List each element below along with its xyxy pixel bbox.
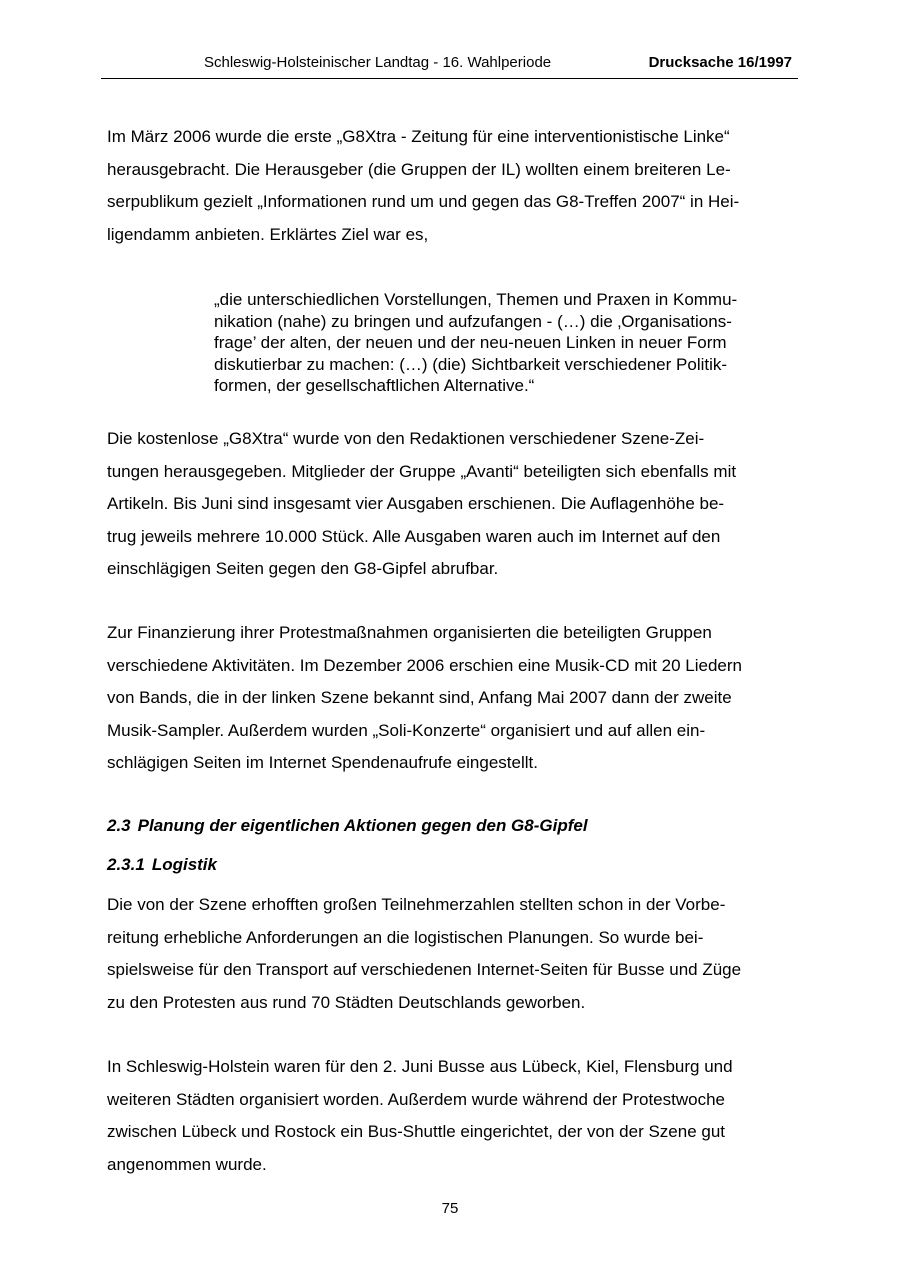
text-line: zu den Protesten aus rund 70 Städten Deutschlands geworben.	[107, 992, 586, 1012]
text-line: Die kostenlose „G8Xtra“ wurde von den Redaktionen verschiedener Szene-Zei-	[107, 429, 705, 448]
text-line: Im März 2006 wurde die erste „G8Xtra - Zeitung für eine interventionistische Linke“	[107, 127, 730, 146]
text-line: trug jeweils mehrere 10.000 Stück. Alle Ausgaben waren auch im Internet auf den	[107, 526, 721, 546]
text-line: schlägigen Seiten im Internet Spendenaufrufe eingestellt.	[107, 753, 538, 772]
text-line: weiteren Städten organisiert worden. Außerdem wurde während der Protestwoche	[107, 1089, 726, 1109]
paragraph-schleswig-holstein-buses	[107, 1051, 733, 1181]
text-line: einschlägigen Seiten gegen den G8-Gipfel abrufbar.	[107, 559, 499, 578]
document-reference: Drucksache 16/1997	[648, 54, 792, 71]
text-line: verschiedene Aktivitäten. Im Dezember 2006 erschien eine Musik-CD mit 20 Liedern	[107, 655, 742, 675]
text-line: reitung erhebliche Anforderungen an die logistischen Planungen. So wurde bei-	[107, 927, 704, 947]
page-number: 75	[441, 1200, 459, 1217]
subsection-title: Logistik	[151, 855, 217, 874]
text-line: angenommen wurde.	[107, 1154, 267, 1174]
subsection-number: 2.3.1	[107, 855, 145, 874]
section-heading	[107, 816, 588, 836]
section-number: 2.3	[107, 816, 131, 835]
quote-line: frage’ der alten, der neuen und der neu-neuen Linken in neuer Form	[214, 333, 727, 352]
quote-line: diskutierbar zu machen: (…) (die) Sichtbarkeit verschiedener Politik-	[214, 354, 728, 374]
quote-line: nikation (nahe) zu bringen und aufzufangen - (…) die ‚Organisations-	[214, 311, 732, 331]
text-line: zwischen Lübeck und Rostock ein Bus-Shuttle eingerichtet, der von der Szene gut	[107, 1122, 726, 1141]
text-line: Die von der Szene erhofften großen Teilnehmerzahlen stellten schon in der Vorbe-	[107, 895, 726, 914]
paragraph-financing	[107, 617, 742, 780]
text-line: Musik-Sampler. Außerdem wurden „Soli-Konzerte“ organisiert und auf allen ein-	[107, 720, 706, 740]
paragraph-logistics	[107, 889, 741, 1019]
text-line: herausgebracht. Die Herausgeber (die Gruppen der IL) wollten einem breiteren Le-	[107, 159, 731, 179]
text-line: serpublikum gezielt „Informationen rund um und gegen das G8-Treffen 2007“ in Hei-	[107, 192, 740, 211]
text-line: Zur Finanzierung ihrer Protestmaßnahmen organisierten die beteiligten Gruppen	[107, 623, 712, 642]
section-title: Planung der eigentlichen Aktionen gegen den G8-Gipfel	[137, 816, 588, 835]
page-header	[101, 52, 798, 79]
text-line: ligendamm anbieten. Erklärtes Ziel war es,	[107, 224, 429, 244]
paragraph-g8xtra-intro	[107, 121, 739, 251]
quote-line: formen, der gesellschaftlichen Alternative.“	[214, 376, 535, 395]
paragraph-g8xtra-distribution	[107, 423, 736, 586]
quote-line: „die unterschiedlichen Vorstellungen, Themen und Praxen in Kommu-	[214, 290, 738, 309]
text-line: tungen herausgegeben. Mitglieder der Gruppe „Avanti“ beteiligten sich ebenfalls mit	[107, 461, 737, 481]
text-line: In Schleswig-Holstein waren für den 2. Juni Busse aus Lübeck, Kiel, Flensburg und	[107, 1057, 733, 1076]
header-title: Schleswig-Holsteinischer Landtag - 16. Wahlperiode	[204, 54, 552, 71]
text-line: spielsweise für den Transport auf verschiedenen Internet-Seiten für Busse und Züge	[107, 960, 742, 979]
subsection-heading	[107, 855, 217, 875]
text-line: Artikeln. Bis Juni sind insgesamt vier Ausgaben erschienen. Die Auflagenhöhe be-	[107, 494, 725, 513]
block-quote	[214, 289, 737, 397]
text-line: von Bands, die in der linken Szene bekannt sind, Anfang Mai 2007 dann der zweite	[107, 688, 732, 707]
